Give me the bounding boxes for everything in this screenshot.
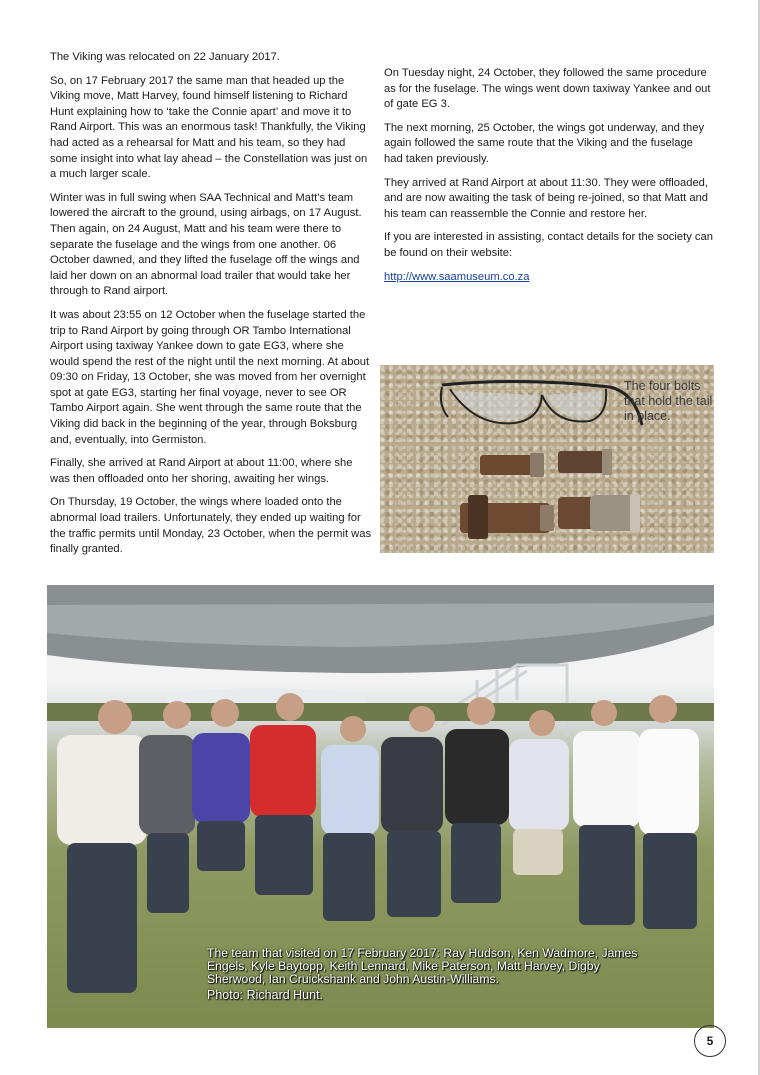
photo-credit: Photo: Richard Hunt. (207, 987, 324, 1002)
paragraph: The Viking was relocated on 22 January 2017. (50, 51, 280, 63)
paragraph: On Tuesday night, 24 October, they followed the same procedure as for the fuselage. The wings went down taxiway Yankee and out of gate EG 3. (384, 67, 711, 111)
paragraph: So, on 17 February 2017 the same man that headed up the Viking move, Matt Harvey, found himself listening to Richard Hunt explaining how to ‘take the Connie apart’ and move it to Rand Airport. This was an enormous task! Thankfully, the Viking had acted as a rehearsal for Matt and his team, so they had some insight into what lay ahead – the Constellation was just on a much larger scale. (50, 74, 368, 181)
page-number: 5 (694, 1025, 726, 1057)
paragraph: Finally, she arrived at Rand Airport at about 11:00, where she was then offloaded onto her shoring, awaiting her wings. (50, 457, 353, 485)
paragraph: They arrived at Rand Airport at about 11:30. They were offloaded, and are now awaiting the task of being re-joined, so that Matt and his team can reassemble the Connie and restore her. (384, 176, 709, 220)
team-caption (207, 947, 647, 1002)
large-bolt-icon (460, 495, 554, 539)
team-caption-text: The team that visited on 17 February 2017: Ray Hudson, Ken Wadmore, James Engels, Kyle Baytopp, Keith Lennard, Mike Paterson, Matt Harvey, Digby Sherwood, Ian Cruickshank and John Austin-Williams. (207, 946, 638, 987)
bolts-photo (380, 365, 714, 553)
museum-website-link[interactable]: http://www.saamuseum.co.za (384, 270, 530, 283)
article-left-column (50, 50, 373, 566)
paragraph: On Thursday, 19 October, the wings where loaded onto the abnormal load trailers. Unfortunately, they ended up waiting for the traffic permits until Monday, 23 October, when the permit was finally granted. (50, 496, 372, 556)
small-bolt-icon (558, 449, 612, 475)
paragraph: Winter was in full swing when SAA Technical and Matt’s team lowered the aircraft to the ground, using airbags, on 17 August. Then again, on 24 August, Matt and his team were there to separate the fuselage and the wings from one another. 06 October dawned, and they lifted the fuselage off the wings and laid her down on an abnormal load trailer that would take her through to Rand airport. (50, 191, 362, 298)
team-photo (47, 585, 714, 1028)
paragraph: It was about 23:55 on 12 October when the fuselage started the trip to Rand Airport by going through OR Tambo International Airport using taxiway Yankee down to gate EG3, where she would spend the rest of the night until the next morning. At about 09:30 on Friday, 13 October, she was moved from her overnight spot at gate EG3, starting her final voyage, never to see OR Tambo Airport again. She went through the same route that the Viking did back in the beginning of the year, through Boksburg and, eventually, into Germiston. (50, 308, 370, 446)
large-bolt-icon (558, 493, 640, 533)
paragraph: The next morning, 25 October, the wings got underway, and they again followed the same route that the Viking and the fuselage had taken previously. (384, 121, 705, 165)
bolts-caption: The four bolts that hold the tail in place. (624, 379, 713, 423)
small-bolt-icon (480, 453, 544, 477)
article-right-column (384, 66, 714, 293)
paragraph: If you are interested in assisting, contact details for the society can be found on their website: (384, 231, 713, 259)
